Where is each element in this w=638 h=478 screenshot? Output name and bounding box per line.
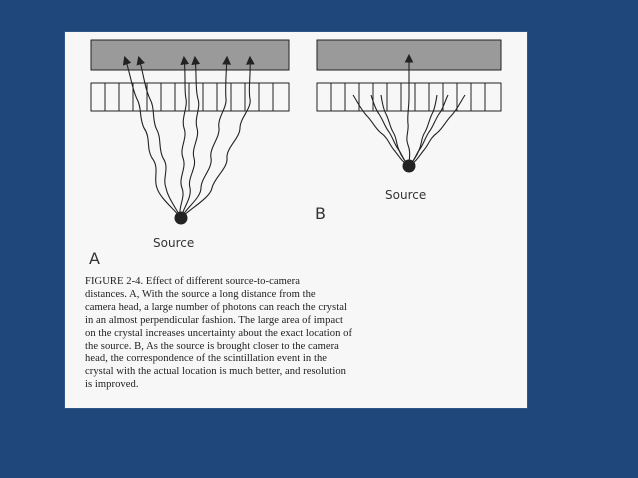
photon-a-1 bbox=[180, 58, 186, 218]
panel-b-label: B bbox=[315, 204, 326, 223]
source-b-label: Source bbox=[385, 188, 427, 202]
photon-a-3 bbox=[125, 58, 181, 218]
collimator-a-septa bbox=[105, 83, 273, 111]
photon-b-right-3 bbox=[409, 95, 437, 166]
figure-caption: FIGURE 2-4. Effect of different source-to-camera distances. A, With the source a long distance from the camera head, a large number of photons can reach the crystal in an almost perpendicular fashion. The large area of impact on the crystal increases uncertainty about the exact location of the source. B, As the source is brought closer to the camera head, the correspondence of the scintillation event in the crystal with the actual location is much better, and resolution is improved. bbox=[85, 276, 353, 391]
photon-a-6 bbox=[181, 58, 250, 218]
panel-a-label: A bbox=[89, 249, 100, 268]
figure-card bbox=[65, 32, 527, 408]
photon-a-4 bbox=[181, 58, 199, 218]
photon-b-left-2 bbox=[371, 95, 409, 166]
photon-b-left-3 bbox=[381, 95, 409, 166]
photon-a-5 bbox=[181, 58, 227, 218]
source-a-dot bbox=[175, 212, 188, 225]
source-b-dot bbox=[403, 160, 416, 173]
source-a-label: Source bbox=[153, 236, 195, 250]
photons-a bbox=[125, 58, 250, 218]
panel-a bbox=[89, 40, 289, 268]
panel-b bbox=[315, 40, 501, 223]
crystal-a-top bbox=[91, 40, 289, 70]
